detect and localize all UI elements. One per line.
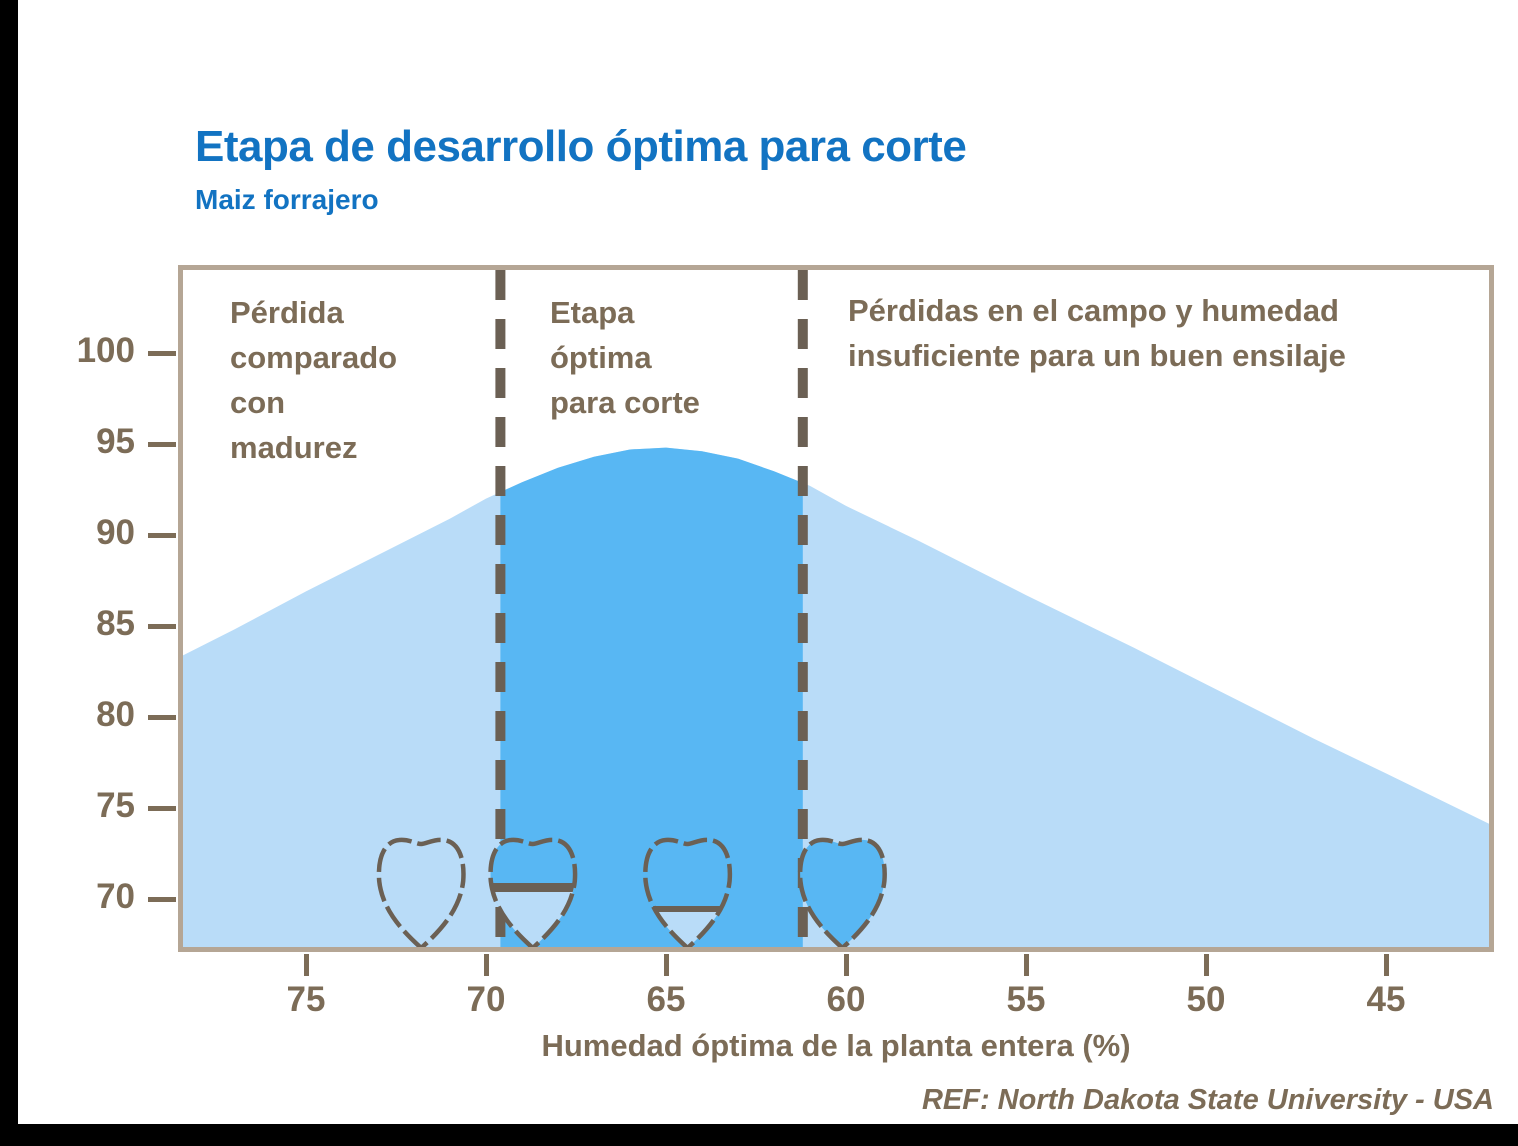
region-label-right bbox=[848, 288, 1494, 378]
x-tick bbox=[844, 954, 849, 976]
x-tick bbox=[1204, 954, 1209, 976]
x-tick bbox=[1384, 954, 1389, 976]
y-tick-label: 90 bbox=[96, 513, 135, 552]
y-tick bbox=[148, 351, 176, 356]
x-tick-label: 65 bbox=[646, 980, 686, 1019]
x-tick-label: 45 bbox=[1366, 980, 1406, 1019]
region-label-left-line: Pérdida bbox=[230, 295, 344, 330]
bottom-black-bar bbox=[0, 1124, 1518, 1146]
y-tick-label: 100 bbox=[76, 331, 135, 370]
x-tick bbox=[304, 954, 309, 976]
y-tick bbox=[148, 442, 176, 447]
x-tick-label: 50 bbox=[1186, 980, 1226, 1019]
region-label-middle bbox=[550, 290, 780, 425]
region-label-middle-line: para corte bbox=[550, 385, 700, 420]
region-label-right-line: Pérdidas en el campo y humedad bbox=[848, 293, 1339, 328]
region-label-right-line: insuficiente para un buen ensilaje bbox=[848, 338, 1346, 373]
region-label-middle-line: óptima bbox=[550, 340, 652, 375]
reference-caption: REF: North Dakota State University - USA bbox=[921, 1084, 1494, 1116]
y-tick bbox=[148, 624, 176, 629]
x-tick-label: 70 bbox=[466, 980, 506, 1019]
y-tick-label: 85 bbox=[96, 604, 135, 643]
region-label-left bbox=[230, 290, 460, 470]
x-tick bbox=[1024, 954, 1029, 976]
page-subtitle: Maiz forrajero bbox=[195, 184, 379, 215]
region-label-middle-line: Etapa bbox=[550, 295, 635, 330]
y-tick-label: 70 bbox=[96, 877, 135, 916]
y-tick-label: 95 bbox=[96, 422, 135, 461]
x-axis-label: Humedad óptima de la planta entera (%) bbox=[541, 1028, 1131, 1063]
x-tick-label: 55 bbox=[1006, 980, 1046, 1019]
y-tick bbox=[148, 897, 176, 902]
region-label-left-line: comparado bbox=[230, 340, 398, 375]
x-tick bbox=[664, 954, 669, 976]
y-tick bbox=[148, 806, 176, 811]
y-tick bbox=[148, 533, 176, 538]
left-black-bar bbox=[0, 0, 18, 1146]
y-tick bbox=[148, 715, 176, 720]
page-title: Etapa de desarrollo óptima para corte bbox=[195, 122, 967, 171]
kernel-milk-line bbox=[487, 883, 579, 892]
y-tick-label: 75 bbox=[96, 786, 135, 825]
x-tick-label: 75 bbox=[286, 980, 326, 1019]
y-tick-label: 80 bbox=[96, 695, 135, 734]
x-tick-label: 60 bbox=[826, 980, 866, 1019]
plot-area bbox=[178, 265, 1494, 952]
region-label-left-line: madurez bbox=[230, 430, 358, 465]
region-label-left-line: con bbox=[230, 385, 286, 420]
x-tick bbox=[484, 954, 489, 976]
